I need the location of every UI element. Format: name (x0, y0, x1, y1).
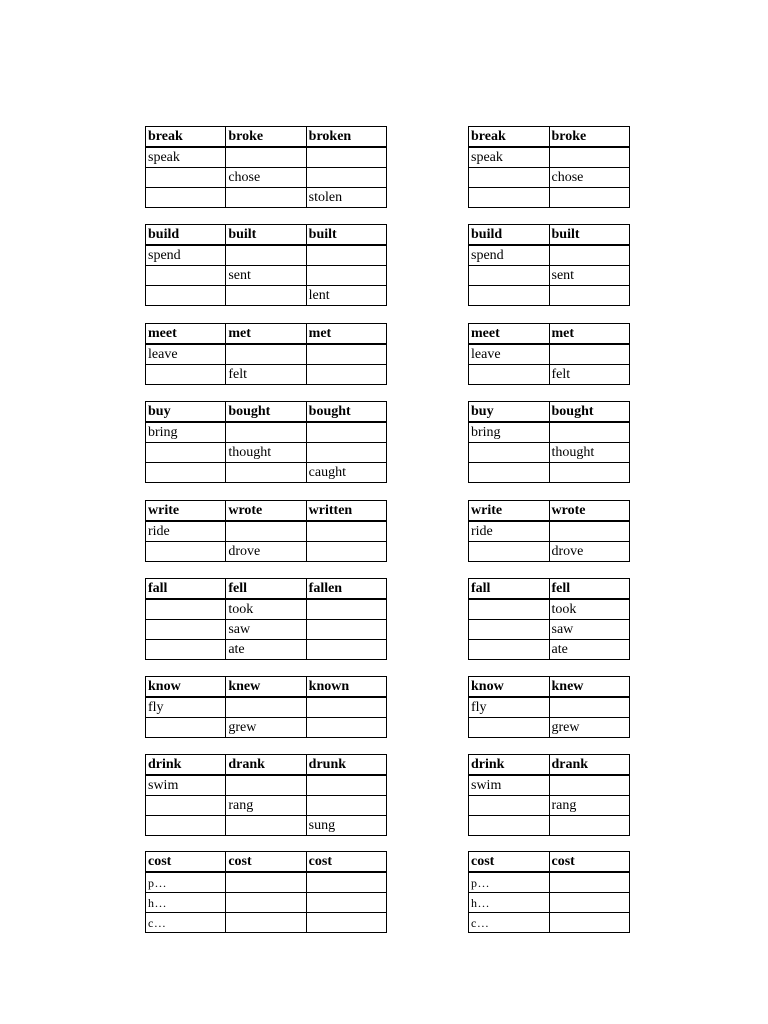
past-simple-cell: drove (549, 542, 630, 562)
header-row (146, 852, 387, 873)
exercise-row (469, 463, 630, 483)
past-simple-cell[interactable] (549, 872, 630, 893)
verb-table (468, 224, 630, 306)
header-row (469, 127, 630, 148)
base-form-cell[interactable] (469, 640, 550, 660)
past-simple-cell[interactable] (549, 147, 630, 168)
past-simple-cell[interactable] (226, 188, 306, 208)
exercise-row (146, 245, 387, 266)
base-form-cell: break (469, 127, 550, 148)
past-simple-cell: ate (226, 640, 306, 660)
past-participle-cell: broken (306, 127, 386, 148)
exercise-row (146, 443, 387, 463)
base-form-cell[interactable] (469, 286, 550, 306)
past-simple-cell: knew (226, 677, 306, 698)
exercise-row (146, 913, 387, 933)
header-row (146, 755, 387, 776)
base-form-cell[interactable] (146, 443, 226, 463)
past-simple-cell[interactable] (549, 775, 630, 796)
past-participle-cell[interactable] (306, 913, 386, 933)
exercise-row (469, 365, 630, 385)
base-form-cell: meet (469, 324, 550, 345)
past-participle-cell[interactable] (306, 893, 386, 913)
verb-table (145, 323, 387, 385)
past-simple-cell: rang (226, 796, 306, 816)
base-form-cell: ride (146, 521, 226, 542)
exercise-row (146, 365, 387, 385)
past-participle-cell[interactable] (306, 640, 386, 660)
base-form-cell[interactable] (469, 168, 550, 188)
past-simple-cell[interactable] (226, 463, 306, 483)
past-participle-cell[interactable] (306, 542, 386, 562)
base-form-cell[interactable] (146, 542, 226, 562)
exercise-row (469, 816, 630, 836)
exercise-row (146, 775, 387, 796)
past-simple-cell[interactable] (226, 913, 306, 933)
past-simple-cell: fell (226, 579, 306, 600)
base-form-cell: bring (469, 422, 550, 443)
exercise-row (469, 796, 630, 816)
verb-table (468, 676, 630, 738)
past-participle-cell[interactable] (306, 796, 386, 816)
past-simple-cell: broke (226, 127, 306, 148)
exercise-row (469, 521, 630, 542)
past-simple-cell: bought (226, 402, 306, 423)
header-row (469, 324, 630, 345)
exercise-row (469, 640, 630, 660)
header-row (146, 501, 387, 522)
past-participle-cell: known (306, 677, 386, 698)
base-form-cell: fly (469, 697, 550, 718)
past-participle-cell: sung (306, 816, 386, 836)
past-participle-cell[interactable] (306, 599, 386, 620)
base-form-cell[interactable] (146, 286, 226, 306)
base-form-cell: write (469, 501, 550, 522)
exercise-row (146, 463, 387, 483)
exercise-row (469, 168, 630, 188)
past-simple-cell: felt (226, 365, 306, 385)
exercise-row (469, 286, 630, 306)
exercise-row (146, 620, 387, 640)
past-simple-cell: chose (226, 168, 306, 188)
past-simple-cell[interactable] (549, 286, 630, 306)
exercise-row (146, 872, 387, 893)
header-row (146, 402, 387, 423)
exercise-row (469, 188, 630, 208)
verb-table (145, 224, 387, 306)
verb-table (468, 851, 630, 933)
base-form-cell[interactable] (146, 365, 226, 385)
past-simple-cell[interactable] (549, 422, 630, 443)
past-simple-cell: chose (549, 168, 630, 188)
base-form-cell[interactable] (146, 266, 226, 286)
base-form-cell: spend (146, 245, 226, 266)
past-participle-cell[interactable] (306, 245, 386, 266)
verb-table (145, 401, 387, 483)
base-form-cell: swim (146, 775, 226, 796)
base-form-cell[interactable] (469, 443, 550, 463)
past-simple-cell[interactable] (226, 147, 306, 168)
base-form-cell: cost (469, 852, 550, 873)
past-simple-cell: grew (549, 718, 630, 738)
past-simple-cell[interactable] (226, 872, 306, 893)
header-row (469, 579, 630, 600)
exercise-row (469, 718, 630, 738)
past-simple-cell: sent (549, 266, 630, 286)
base-form-cell[interactable] (469, 816, 550, 836)
past-simple-cell[interactable] (549, 697, 630, 718)
past-simple-cell[interactable] (226, 697, 306, 718)
verb-table (468, 323, 630, 385)
past-participle-cell[interactable] (306, 718, 386, 738)
past-simple-cell: saw (549, 620, 630, 640)
exercise-row (146, 796, 387, 816)
header-row (146, 127, 387, 148)
past-participle-cell[interactable] (306, 697, 386, 718)
base-form-cell: break (146, 127, 226, 148)
header-row (469, 852, 630, 873)
base-form-cell[interactable] (469, 463, 550, 483)
past-participle-cell[interactable] (306, 620, 386, 640)
base-form-cell[interactable] (469, 718, 550, 738)
past-simple-cell: felt (549, 365, 630, 385)
verb-table (468, 401, 630, 483)
base-form-cell[interactable] (146, 718, 226, 738)
past-participle-cell: caught (306, 463, 386, 483)
past-simple-cell[interactable] (226, 775, 306, 796)
past-simple-cell[interactable] (226, 816, 306, 836)
base-form-cell: cost (146, 852, 226, 873)
base-form-cell: drink (469, 755, 550, 776)
past-participle-cell[interactable] (306, 422, 386, 443)
base-form-cell: buy (146, 402, 226, 423)
past-simple-cell[interactable] (226, 344, 306, 365)
verb-table (145, 754, 387, 836)
past-participle-cell: bought (306, 402, 386, 423)
past-simple-cell: drove (226, 542, 306, 562)
past-simple-cell: broke (549, 127, 630, 148)
base-form-cell[interactable] (146, 599, 226, 620)
header-row (146, 225, 387, 246)
base-form-cell: buy (469, 402, 550, 423)
past-simple-cell: thought (549, 443, 630, 463)
past-participle-cell: built (306, 225, 386, 246)
past-simple-cell: built (549, 225, 630, 246)
exercise-row (146, 188, 387, 208)
header-row (146, 324, 387, 345)
exercise-row (469, 599, 630, 620)
past-simple-cell[interactable] (549, 245, 630, 266)
exercise-row (146, 344, 387, 365)
past-participle-cell[interactable] (306, 266, 386, 286)
base-form-cell[interactable] (146, 168, 226, 188)
base-form-cell: build (469, 225, 550, 246)
exercise-row (146, 266, 387, 286)
exercise-row (469, 872, 630, 893)
past-participle-cell: written (306, 501, 386, 522)
past-simple-cell: built (226, 225, 306, 246)
past-simple-cell: bought (549, 402, 630, 423)
exercise-row (146, 697, 387, 718)
base-form-cell[interactable] (146, 640, 226, 660)
base-form-cell: leave (146, 344, 226, 365)
base-form-cell: c… (469, 913, 550, 933)
base-form-cell: fly (146, 697, 226, 718)
base-form-cell: meet (146, 324, 226, 345)
base-form-cell[interactable] (469, 188, 550, 208)
header-row (469, 225, 630, 246)
verb-table (145, 578, 387, 660)
base-form-cell[interactable] (146, 620, 226, 640)
past-participle-cell[interactable] (306, 775, 386, 796)
past-participle-cell: met (306, 324, 386, 345)
exercise-row (469, 245, 630, 266)
base-form-cell: p… (146, 872, 226, 893)
base-form-cell[interactable] (469, 620, 550, 640)
base-form-cell[interactable] (146, 796, 226, 816)
exercise-row (146, 640, 387, 660)
base-form-cell: speak (146, 147, 226, 168)
past-simple-cell: wrote (549, 501, 630, 522)
past-simple-cell[interactable] (549, 188, 630, 208)
past-simple-cell: fell (549, 579, 630, 600)
verb-table (145, 676, 387, 738)
past-simple-cell[interactable] (549, 521, 630, 542)
verb-table (145, 851, 387, 933)
past-participle-cell[interactable] (306, 521, 386, 542)
base-form-cell: fall (469, 579, 550, 600)
past-simple-cell[interactable] (226, 893, 306, 913)
past-simple-cell: met (549, 324, 630, 345)
past-simple-cell[interactable] (549, 463, 630, 483)
base-form-cell: build (146, 225, 226, 246)
base-form-cell: know (146, 677, 226, 698)
exercise-row (146, 893, 387, 913)
past-participle-cell: fallen (306, 579, 386, 600)
base-form-cell: c… (146, 913, 226, 933)
base-form-cell: speak (469, 147, 550, 168)
exercise-row (469, 443, 630, 463)
exercise-row (469, 893, 630, 913)
base-form-cell: write (146, 501, 226, 522)
base-form-cell: h… (146, 893, 226, 913)
base-form-cell: bring (146, 422, 226, 443)
base-form-cell: spend (469, 245, 550, 266)
verb-table (468, 126, 630, 208)
past-simple-cell: saw (226, 620, 306, 640)
exercise-row (469, 542, 630, 562)
past-simple-cell[interactable] (226, 422, 306, 443)
base-form-cell[interactable] (469, 266, 550, 286)
past-participle-cell: cost (306, 852, 386, 873)
verb-table (468, 500, 630, 562)
past-simple-cell: rang (549, 796, 630, 816)
past-participle-cell[interactable] (306, 344, 386, 365)
past-simple-cell: drank (549, 755, 630, 776)
past-simple-cell[interactable] (549, 816, 630, 836)
past-simple-cell: took (226, 599, 306, 620)
verb-table (468, 578, 630, 660)
base-form-cell: drink (146, 755, 226, 776)
past-participle-cell: drunk (306, 755, 386, 776)
past-simple-cell[interactable] (226, 286, 306, 306)
exercise-row (146, 168, 387, 188)
past-simple-cell: thought (226, 443, 306, 463)
exercise-row (469, 697, 630, 718)
verb-table (145, 500, 387, 562)
past-simple-cell: drank (226, 755, 306, 776)
exercise-row (146, 521, 387, 542)
past-participle-cell[interactable] (306, 147, 386, 168)
past-simple-cell[interactable] (549, 913, 630, 933)
exercise-row (146, 286, 387, 306)
past-simple-cell[interactable] (549, 344, 630, 365)
past-simple-cell: ate (549, 640, 630, 660)
past-simple-cell: grew (226, 718, 306, 738)
base-form-cell: fall (146, 579, 226, 600)
past-simple-cell[interactable] (549, 893, 630, 913)
past-simple-cell[interactable] (226, 245, 306, 266)
header-row (146, 677, 387, 698)
base-form-cell[interactable] (146, 188, 226, 208)
past-simple-cell: cost (549, 852, 630, 873)
past-simple-cell: knew (549, 677, 630, 698)
past-simple-cell[interactable] (226, 521, 306, 542)
past-participle-cell[interactable] (306, 168, 386, 188)
header-row (469, 501, 630, 522)
past-participle-cell: stolen (306, 188, 386, 208)
base-form-cell: leave (469, 344, 550, 365)
exercise-row (469, 266, 630, 286)
exercise-row (469, 147, 630, 168)
past-simple-cell: met (226, 324, 306, 345)
exercise-row (469, 344, 630, 365)
base-form-cell: ride (469, 521, 550, 542)
base-form-cell[interactable] (469, 365, 550, 385)
header-row (146, 579, 387, 600)
exercise-row (146, 422, 387, 443)
base-form-cell[interactable] (469, 542, 550, 562)
verb-table (145, 126, 387, 208)
past-participle-cell[interactable] (306, 443, 386, 463)
header-row (469, 755, 630, 776)
header-row (469, 677, 630, 698)
base-form-cell[interactable] (469, 599, 550, 620)
exercise-row (469, 620, 630, 640)
exercise-row (469, 422, 630, 443)
exercise-row (146, 718, 387, 738)
exercise-row (469, 913, 630, 933)
exercise-row (146, 542, 387, 562)
exercise-row (146, 147, 387, 168)
past-simple-cell: took (549, 599, 630, 620)
base-form-cell: know (469, 677, 550, 698)
base-form-cell[interactable] (146, 463, 226, 483)
exercise-row (146, 599, 387, 620)
past-simple-cell: sent (226, 266, 306, 286)
base-form-cell: h… (469, 893, 550, 913)
past-participle-cell[interactable] (306, 872, 386, 893)
past-simple-cell: cost (226, 852, 306, 873)
exercise-row (469, 775, 630, 796)
past-participle-cell: lent (306, 286, 386, 306)
header-row (469, 402, 630, 423)
base-form-cell[interactable] (469, 796, 550, 816)
verb-table (468, 754, 630, 836)
exercise-row (146, 816, 387, 836)
base-form-cell: p… (469, 872, 550, 893)
base-form-cell: swim (469, 775, 550, 796)
past-participle-cell[interactable] (306, 365, 386, 385)
base-form-cell[interactable] (146, 816, 226, 836)
past-simple-cell: wrote (226, 501, 306, 522)
